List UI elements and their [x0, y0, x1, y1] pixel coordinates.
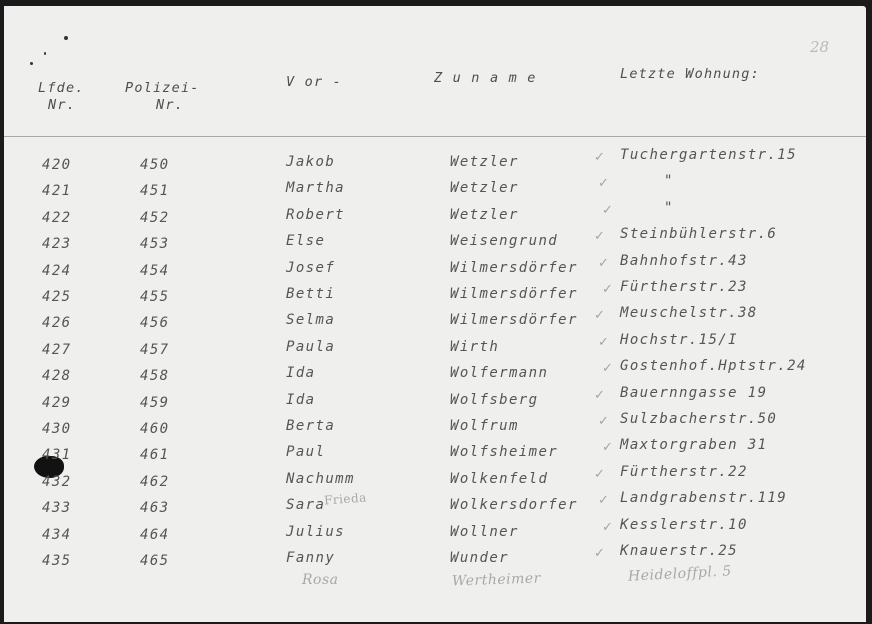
cell-zuname: Wirth — [450, 338, 500, 355]
document-page — [4, 6, 866, 622]
check-mark: ✓ — [594, 308, 605, 324]
cell-polizei: 464 — [140, 526, 170, 543]
cell-vorname: Paula — [286, 338, 336, 355]
cell-lfde: 425 — [42, 289, 72, 305]
ink-speck — [64, 36, 68, 40]
cell-vorname: Berta — [286, 418, 336, 434]
cell-lfde: 423 — [42, 236, 72, 253]
cell-lfde: 426 — [42, 315, 72, 332]
cell-vorname: Julius — [286, 523, 345, 540]
header-lfde-nr: Nr. — [48, 97, 76, 113]
cell-lfde: 427 — [42, 341, 72, 358]
cell-zuname: Wetzler — [450, 154, 519, 170]
check-mark: ✓ — [602, 361, 613, 377]
header-zuname: Z u n a m e — [434, 70, 537, 86]
handwritten-wertheimer: Wertheimer — [451, 570, 542, 590]
cell-wohnung: Bauernngasse 19 — [620, 384, 768, 401]
cell-zuname: Wetzler — [450, 206, 519, 223]
cell-lfde: 434 — [42, 526, 72, 543]
check-mark: ✓ — [594, 387, 605, 403]
cell-wohnung: Sulzbacherstr.50 — [620, 411, 778, 427]
check-mark: ✓ — [594, 466, 605, 482]
cell-lfde: 432 — [42, 473, 72, 490]
check-mark: ✓ — [594, 546, 605, 561]
cell-zuname: Wolkersdorfer — [450, 497, 578, 514]
header-vorname: V or - — [286, 74, 342, 90]
cell-wohnung: Bahnhofstr.43 — [620, 252, 748, 269]
cell-vorname: Fanny — [286, 550, 336, 566]
check-mark: ✓ — [602, 202, 613, 218]
cell-vorname: Ida — [286, 365, 316, 382]
cell-zuname: Wilmersdörfer — [450, 312, 578, 329]
cell-polizei: 452 — [140, 209, 170, 226]
handwritten-rosa: Rosa — [302, 572, 339, 588]
cell-zuname: Wolfsheimer — [450, 444, 559, 461]
cell-polizei: 457 — [140, 341, 170, 358]
page-number-mark: 28 — [810, 38, 830, 56]
check-mark: ✓ — [594, 229, 605, 245]
cell-vorname: Josef — [286, 259, 336, 276]
cell-zuname: Wilmersdörfer — [450, 259, 578, 276]
cell-lfde: 433 — [42, 500, 72, 517]
handwritten-heideloff: Heideloffpl. 5 — [627, 563, 733, 585]
cell-vorname: Else — [286, 233, 326, 250]
cell-polizei: 460 — [140, 421, 170, 437]
cell-vorname: Selma — [286, 312, 336, 329]
cell-polizei: 451 — [140, 183, 170, 200]
cell-wohnung: Meuschelstr.38 — [620, 305, 758, 322]
cell-zuname: Wolfrum — [450, 418, 519, 434]
cell-vorname: Robert — [286, 206, 345, 223]
cell-zuname: Wolfsberg — [450, 391, 539, 408]
cell-zuname: Wunder — [450, 550, 509, 566]
cell-wohnung: Gostenhof.Hptstr.24 — [620, 358, 807, 375]
header-rule — [4, 136, 866, 137]
cell-polizei: 459 — [140, 394, 170, 411]
cell-polizei: 463 — [140, 500, 170, 517]
check-mark: ✓ — [602, 282, 613, 297]
cell-polizei: 465 — [140, 553, 170, 569]
cell-vorname: Nachumm — [286, 470, 355, 487]
cell-wohnung: Steinbühlerstr.6 — [620, 226, 778, 243]
cell-lfde: 420 — [42, 157, 72, 173]
cell-vorname: Martha — [286, 180, 345, 197]
cell-wohnung: Kesslerstr.10 — [620, 516, 748, 533]
cell-lfde: 431 — [42, 447, 72, 464]
header-polizei: Polizei- — [125, 80, 200, 96]
cell-wohnung: Fürtherstr.23 — [620, 279, 748, 295]
cell-vorname: Paul — [286, 444, 326, 461]
check-mark: ✓ — [602, 440, 613, 456]
cell-wohnung: " — [664, 173, 674, 190]
cell-wohnung: " — [664, 199, 674, 216]
cell-lfde: 435 — [42, 553, 72, 569]
cell-polizei: 454 — [140, 262, 170, 279]
check-mark: ✓ — [598, 334, 609, 350]
cell-lfde: 424 — [42, 262, 72, 279]
cell-lfde: 430 — [42, 421, 72, 437]
cell-zuname: Wollner — [450, 523, 519, 540]
header-lfde: Lfde. — [38, 80, 85, 96]
check-mark: ✓ — [594, 150, 605, 165]
ink-speck — [44, 52, 46, 55]
cell-zuname: Wilmersdörfer — [450, 286, 578, 302]
cell-polizei: 458 — [140, 368, 170, 385]
cell-vorname: Betti — [286, 286, 336, 302]
cell-lfde: 422 — [42, 209, 72, 226]
check-mark: ✓ — [602, 519, 613, 535]
check-mark: ✓ — [598, 255, 609, 271]
cell-polizei: 462 — [140, 473, 170, 490]
check-mark: ✓ — [598, 493, 609, 509]
cell-lfde: 429 — [42, 394, 72, 411]
cell-vorname: Ida — [286, 391, 316, 408]
cell-vorname: Jakob — [286, 154, 336, 170]
cell-vorname: Sara — [286, 497, 326, 514]
cell-polizei: 450 — [140, 157, 170, 173]
cell-polizei: 461 — [140, 447, 170, 464]
cell-wohnung: Hochstr.15/I — [620, 331, 738, 348]
cell-wohnung: Knauerstr.25 — [620, 543, 738, 559]
handwritten-frieda: Frieda — [323, 490, 368, 508]
cell-lfde: 428 — [42, 368, 72, 385]
cell-zuname: Wolfermann — [450, 365, 549, 382]
header-polizei-nr: Nr. — [156, 97, 184, 113]
cell-polizei: 453 — [140, 236, 170, 253]
check-mark: ✓ — [598, 414, 609, 429]
header-letzte-wohnung: Letzte Wohnung: — [620, 66, 760, 82]
cell-wohnung: Fürtherstr.22 — [620, 463, 748, 480]
check-mark: ✓ — [598, 176, 609, 192]
cell-polizei: 455 — [140, 289, 170, 305]
cell-wohnung: Landgrabenstr.119 — [620, 490, 788, 507]
cell-zuname: Wolkenfeld — [450, 470, 549, 487]
cell-zuname: Weisengrund — [450, 233, 559, 250]
cell-wohnung: Maxtorgraben 31 — [620, 437, 768, 454]
cell-lfde: 421 — [42, 183, 72, 200]
ink-speck — [30, 62, 33, 65]
cell-polizei: 456 — [140, 315, 170, 332]
cell-zuname: Wetzler — [450, 180, 519, 197]
cell-wohnung: Tuchergartenstr.15 — [620, 147, 797, 163]
